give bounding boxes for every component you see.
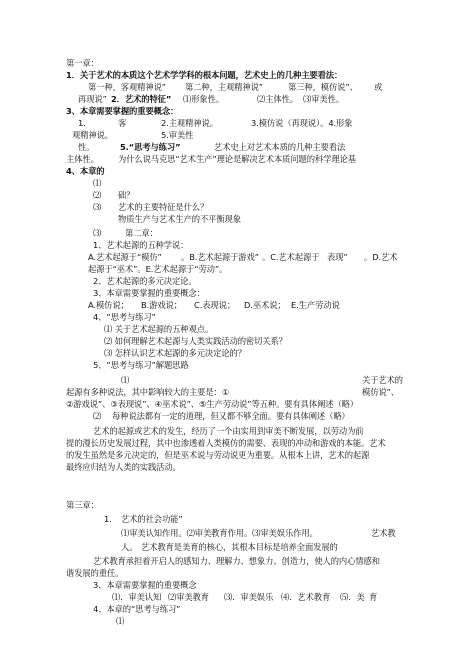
text-line: 艺术的社会功能”	[121, 514, 183, 524]
chapter-3-title: 第三章：	[66, 500, 99, 510]
text-line: 性。	[78, 142, 95, 152]
text-line: 起源于“巫术”。E.艺术起源于“劳动”。	[88, 264, 228, 274]
text-line: 物质生产与艺术生产的不平衡现象	[118, 214, 241, 224]
text-line: 。B.艺术起源于游戏”	[181, 252, 259, 262]
text-line: 谐发展的重任。	[66, 568, 124, 578]
text-line: E.生产劳动说	[291, 300, 340, 310]
text-line: 础？	[118, 190, 135, 200]
text-line: 4、“思考与练习”	[93, 312, 156, 322]
text-line: ⑵ 如何理解艺术起源与人类实践活动的密切关系？	[104, 336, 287, 346]
text-line: 2．艺术的特征”	[111, 94, 172, 104]
chapter-2-title: 第二章：	[125, 228, 158, 238]
text-line: 2、艺术起源的多元决定论。	[93, 276, 197, 286]
text-line: 表现”	[327, 252, 348, 262]
text-line: 5.“思考与练习”	[120, 142, 181, 152]
text-line: ⑴．审美认知	[112, 592, 162, 602]
text-line: ⑷．艺术教育	[281, 592, 331, 602]
text-line: 或	[374, 82, 383, 92]
text-line: 3、本章需要掌握的重要概念：	[66, 106, 179, 116]
text-line: ⑶	[93, 202, 102, 212]
text-line: 再现说”	[78, 94, 107, 104]
text-line: ⑴审美认知作用。⑵审美教育作用。⑶审美娱乐作用。	[121, 528, 318, 538]
text-line: 第三种，模仿说”、	[288, 82, 358, 92]
text-line: 提的漫长历史发展过程，其中也渗透着人类模仿的需要、表现的冲动和游戏的本能。艺术	[66, 438, 386, 448]
text-line: ⑶审美性。	[303, 94, 344, 104]
text-line: 人。	[121, 542, 138, 552]
text-line: 3.模仿说（再现说）。4.形象	[251, 118, 353, 128]
text-line: 1．关于艺术的本质这个艺术学学科的根本问题，艺术史上的几种主要看法：	[66, 70, 343, 80]
text-line: A.模仿说；	[88, 300, 129, 310]
text-line: ⑵	[93, 411, 102, 421]
text-line: B.游戏说；	[141, 300, 182, 310]
text-line: 3、本章需要掌握的重要概念	[93, 580, 197, 590]
text-line: 1、艺术起源的五种学说：	[93, 240, 189, 250]
text-line: 模仿说”、	[362, 387, 399, 397]
text-line: 关于艺术的	[362, 375, 403, 385]
text-line: 2.主观精神说。	[161, 118, 218, 128]
text-line: 。D.艺术	[364, 252, 398, 262]
text-line: ⑶ 怎样认识艺术起源的多元决定论的？	[104, 348, 246, 358]
text-line: 为什么说马克思“艺术生产”理论是解决艺术本质问题的科学理论基	[118, 154, 356, 164]
text-line: ⑵审美教育	[168, 592, 209, 602]
text-line: ⑸．美	[340, 592, 365, 602]
text-line: ⑴ 关于艺术起源的五种观点。	[104, 324, 214, 334]
text-line: ⑵主体性。	[257, 94, 298, 104]
text-line: ⑵	[93, 190, 102, 200]
text-line: 3、本章需要掌握的重要概念：	[93, 288, 205, 298]
text-line: ⑶．审美娱乐	[224, 592, 274, 602]
text-line: 5、“思考与练习”解题思路	[93, 360, 189, 370]
text-line: 艺术教育承担着开启人的感知力、理解力、想象力、创造力，使人的内心情感和	[93, 556, 380, 566]
text-line: 客	[118, 118, 127, 128]
text-line: 艺术的起源或艺术的发生，经历了一个由实用到审美不断发展，以劳动为前	[93, 426, 364, 436]
text-line: 艺术教育是美育的核心，其根本目标是培养全面发展的	[141, 542, 338, 552]
text-line: ⑴形象性。	[183, 94, 224, 104]
text-line: ⑶	[93, 228, 102, 238]
text-line: 起源有多种说法，其中影响较大的主要是：①	[66, 387, 230, 397]
text-line: C.表现说；	[194, 300, 236, 310]
text-line: 艺术教	[371, 528, 396, 538]
text-line: 1．	[104, 514, 118, 524]
text-line: 最终应归结为人类的实践活动。	[66, 462, 181, 472]
text-line: ⑴	[93, 178, 102, 188]
text-line: 艺术的主要特征是什么？	[118, 202, 209, 212]
text-line: 5.审美性	[161, 130, 194, 140]
text-line: 观精神说。	[72, 130, 113, 140]
text-line: 4、本章的“思考与练习”	[93, 604, 181, 614]
text-line: ⑴	[116, 616, 125, 626]
text-line: 4、本章的	[66, 166, 105, 176]
text-line: 第一种，客观精神说”	[88, 82, 166, 92]
text-line: 每种说法都有一定的道理，但又都不够全面。要有具体阐述（略）	[112, 411, 350, 421]
text-line: 。C.艺术起源于	[262, 252, 320, 262]
text-line: 1.	[78, 118, 86, 128]
text-line: 育	[369, 592, 378, 602]
text-line: 艺术史上对艺术本质的几种主要看法	[214, 142, 346, 152]
text-line: 第二种，主观精神说”	[185, 82, 263, 92]
text-line: D.巫术说；	[244, 300, 286, 310]
chapter-1-title: 第一章：	[66, 58, 99, 68]
text-line: 的发生虽然是多元决定的，但是巫术说与劳动说更为重要。从根本上讲，艺术的起源	[66, 450, 370, 460]
text-line: 主体性。	[66, 154, 99, 164]
text-line: ⑴	[121, 375, 130, 385]
text-line: A.艺术起源于“模仿”	[88, 252, 162, 262]
text-line: ②游戏说”、③表现说”、④巫术说”、⑤生产劳动说”等五种。要有具体阐述（略）	[66, 399, 359, 409]
